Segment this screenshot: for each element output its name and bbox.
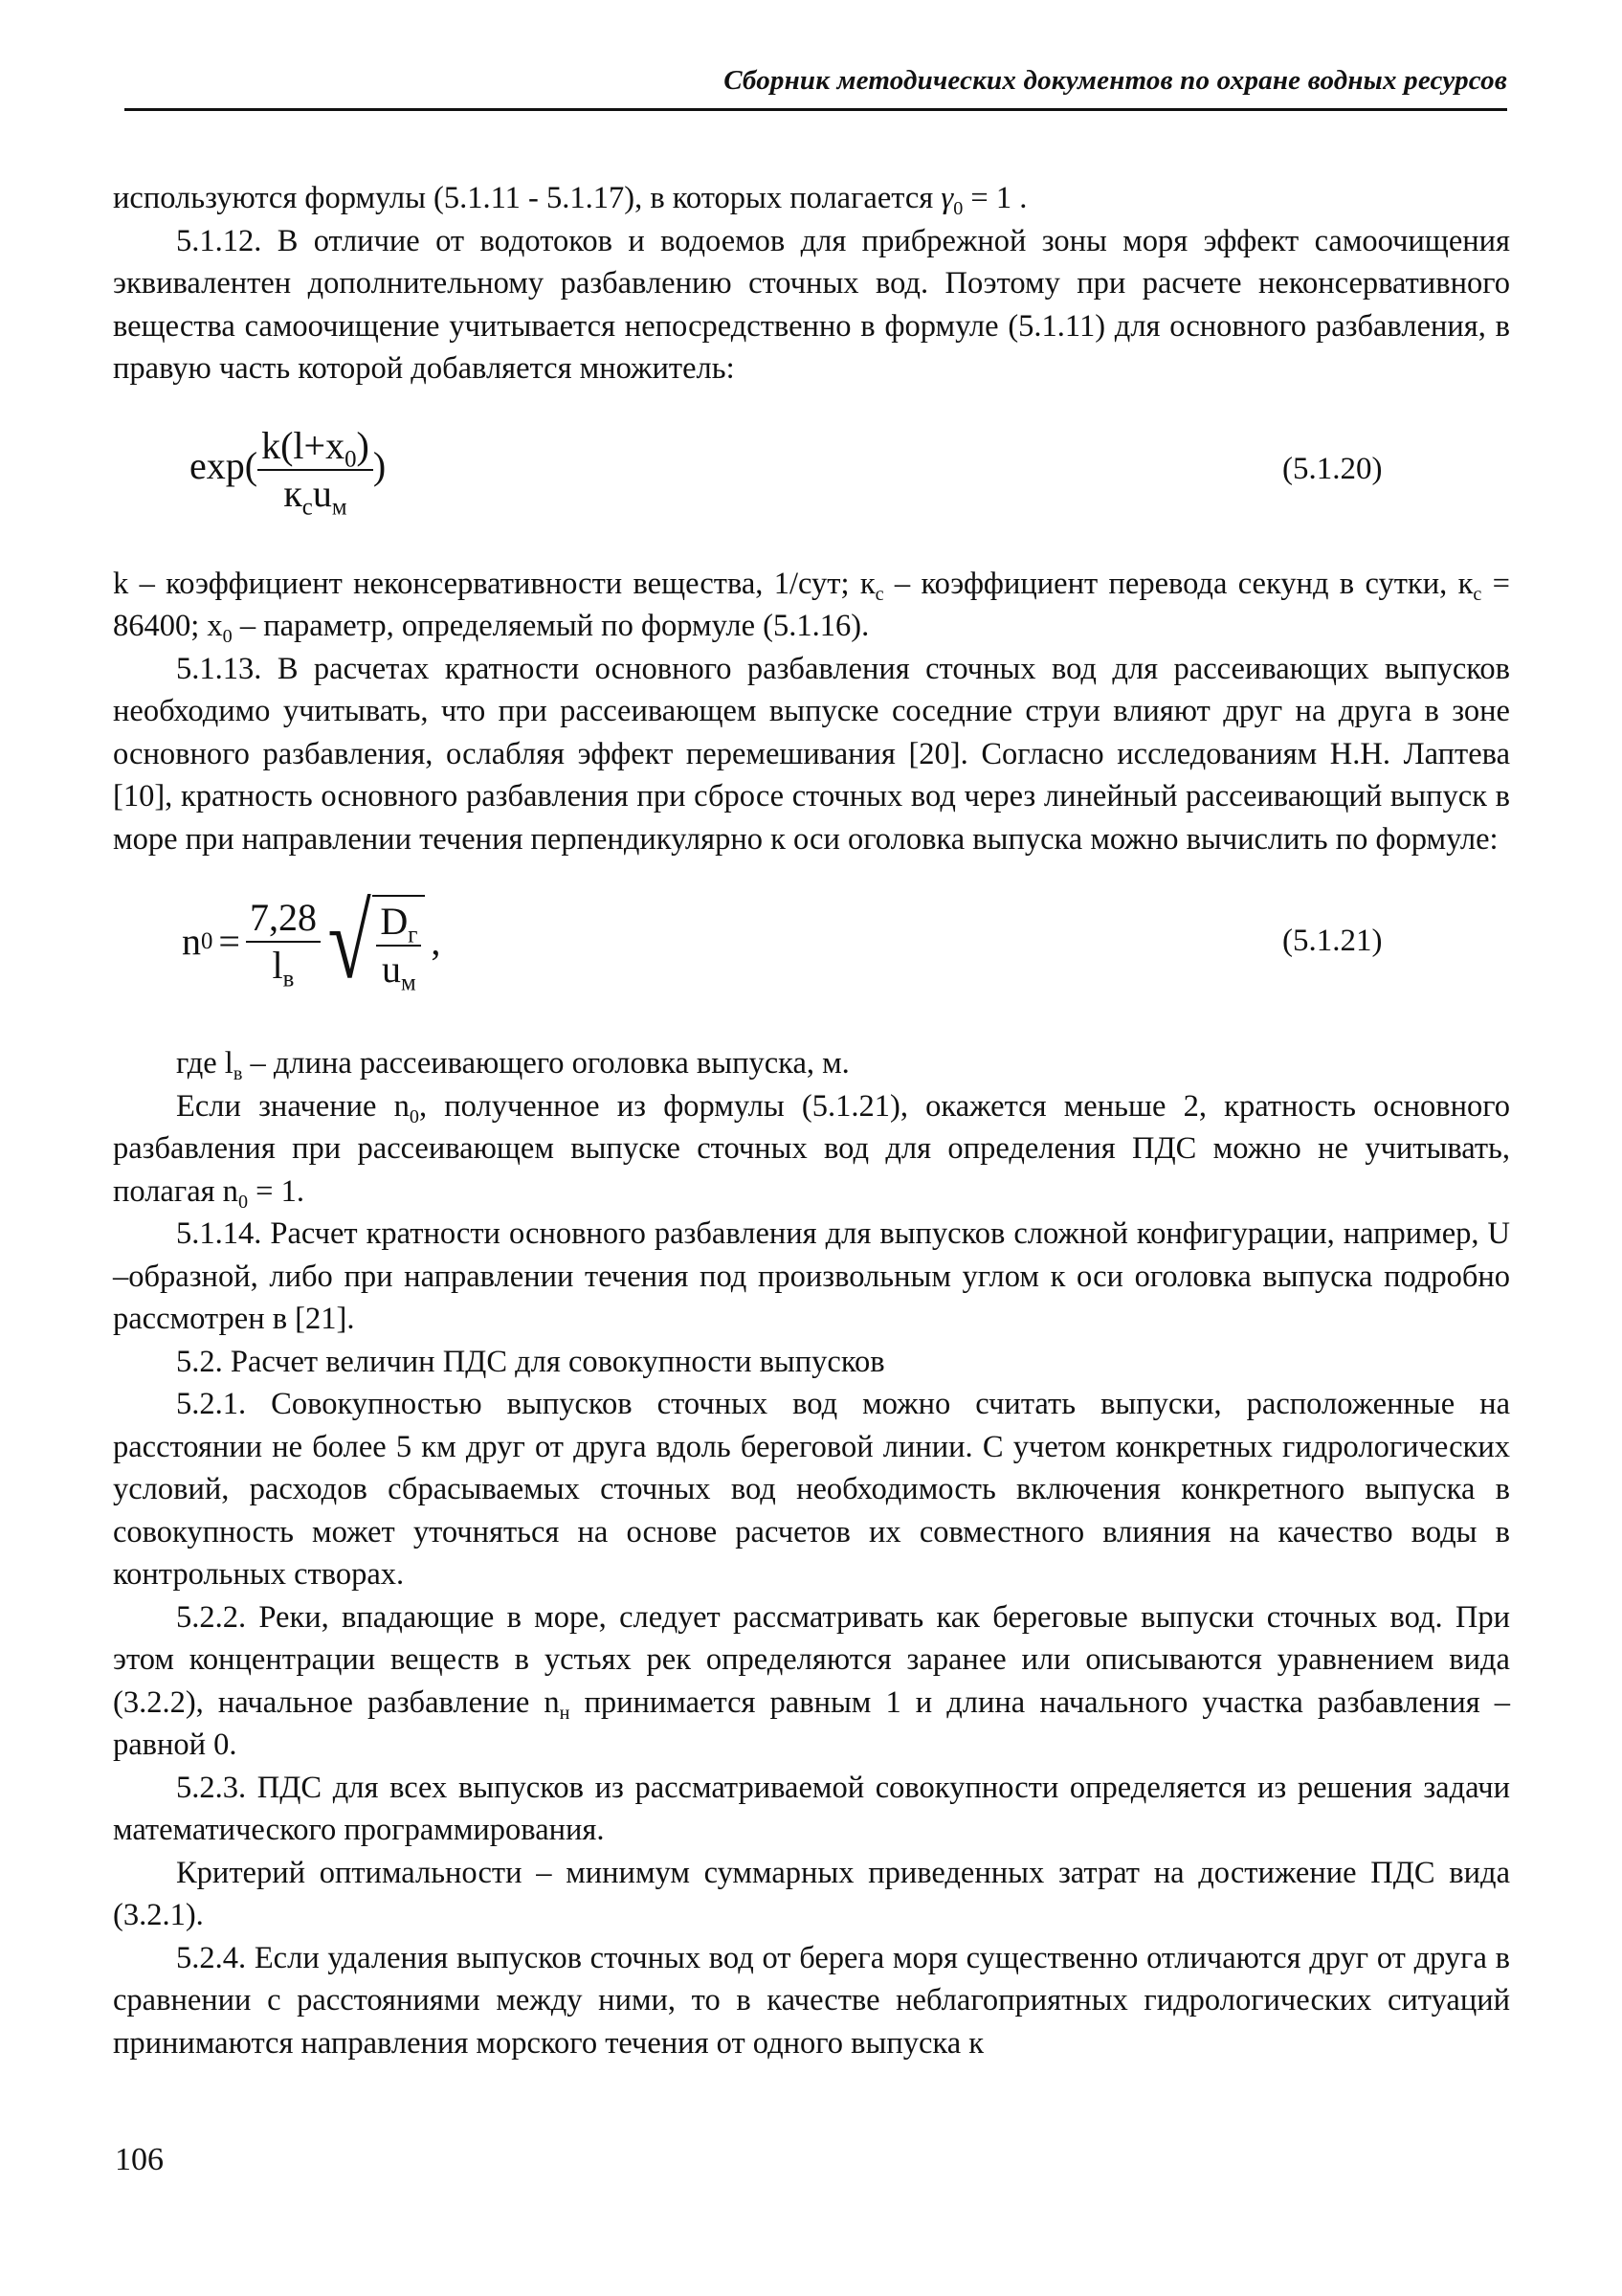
paragraph-5-2-4: 5.2.4. Если удаления выпусков сточных вод от берега моря существенно отличаются друг от друга в сравнении с расстояниями между ними, то в качестве неблагоприятных гидрологических ситуаций принимаются направления морского течения от одного выпуска к bbox=[113, 1940, 1510, 2061]
formula-fraction: $\frac{7,28}{l_в}$ bbox=[246, 899, 321, 985]
paragraph-5-2-1: 5.2.1. Совокупностью выпусков сточных вод можно считать выпуски, расположенные на расстоянии не более 5 км друг от друга вдоль береговой линии. С учетом конкретных гидрологических условий, расходов сбрасываемых сточных вод необходимость включения конкретного выпуска в совокупность может уточняться на основе расчетов их совместного влияния на качество воды в контрольных створах. bbox=[113, 1387, 1510, 1592]
paragraph-k-definition: k – коэффициент неконсервативности вещества, 1/сут; $к_с$ – коэффициент перевода секунд в сутки, $к_с = 86400$; $x_0$ – параметр, определяемый по формуле (5.1.16). bbox=[113, 566, 1510, 648]
gamma-symbol: γ bbox=[941, 181, 954, 215]
paragraph-5-1-13: 5.1.13. В расчетах кратности основного разбавления сточных вод для рассеивающих выпусков необходимо учитывать, что при рассеивающем выпуске соседние струи влияют друг на друга в зоне основного разбавления, ослабляя эффект перемешивания [20]. Согласно исследованиям Н.Н. Лаптева [10], кратность основного разбавления при сбросе сточных вод через линейный рассеивающий выпуск в море при направлении течения перпендикулярно к оси оголовка выпуска можно вычислить по формуле: bbox=[113, 651, 1510, 857]
paragraph-lb-definition: где $l_в$ – длина рассеивающего оголовка выпуска, м. bbox=[176, 1046, 850, 1085]
paragraph-criterion: Критерий оптимальности – минимум суммарных приведенных затрат на достижение ПДС вида (3.2.1). bbox=[113, 1855, 1510, 1932]
header-rule bbox=[124, 108, 1507, 111]
paragraph-5-2-2: 5.2.2. Реки, впадающие в море, следует рассматривать как береговые выпуски сточных вод. При этом концентрации веществ в устьях рек определяются заранее или описываются уравнением вида (3.2.2), начальное разбавление $n_н$ принимается равным 1 и длина начального участка разбавления – равной 0. bbox=[113, 1599, 1511, 1762]
page-body bbox=[113, 177, 1510, 2064]
paragraph-intro: используются формулы (5.1.11 - 5.1.17), в которых полагается $\gamma_0 = 1$ . bbox=[113, 181, 1028, 220]
formula-5-1-20: exp( $\frac{k(l+x_0)}{к_сu_м}$ ) (5.1.20) bbox=[189, 423, 1383, 521]
formula-number: (5.1.20) bbox=[1282, 451, 1383, 486]
section-heading-5-2: 5.2. Расчет величин ПДС для совокупности выпусков bbox=[176, 1344, 885, 1379]
formula-5-1-21: n 0 = $\frac{7,28}{l_в}$ √ $\frac{D_г}{u_м}$ , (5.1.21) bbox=[182, 883, 1383, 1000]
paragraph-5-2-3: 5.2.3. ПДС для всех выпусков из рассматриваемой совокупности определяется из решения задачи математического программирования. bbox=[113, 1770, 1510, 1847]
formula-number: (5.1.21) bbox=[1282, 924, 1383, 958]
page-number: 106 bbox=[115, 2142, 164, 2177]
paragraph-5-1-12: 5.1.12. В отличие от водотоков и водоемов для прибрежной зоны моря эффект самоочищения эквивалентен дополнительному разбавлению сточных вод. Поэтому при расчете неконсервативного вещества самоочищение учитывается непосредственно в формуле (5.1.11) для основного разбавления, в правую часть которой добавляется множитель: bbox=[113, 223, 1510, 386]
square-root: √ $\frac{D_г}{u_м}$ bbox=[321, 889, 425, 994]
paragraph-5-1-14: 5.1.14. Расчет кратности основного разбавления для выпусков сложной конфигурации, например, U –образной, либо при направлении течения под произвольным углом к оси оголовка выпуска подробно рассмотрен в [21]. bbox=[113, 1216, 1510, 1336]
paragraph-n0: Если значение $n_0$, полученное из формулы (5.1.21), окажется меньше 2, кратность основного разбавления при рассеивающем выпуске сточных вод для определения ПДС можно не учитывать, полагая $n_0 = 1$. bbox=[113, 1088, 1510, 1213]
running-head: Сборник методических документов по охране водных ресурсов bbox=[723, 65, 1507, 96]
formula-fraction: $\frac{k(l+x_0)}{к_сu_м}$ bbox=[257, 427, 373, 513]
